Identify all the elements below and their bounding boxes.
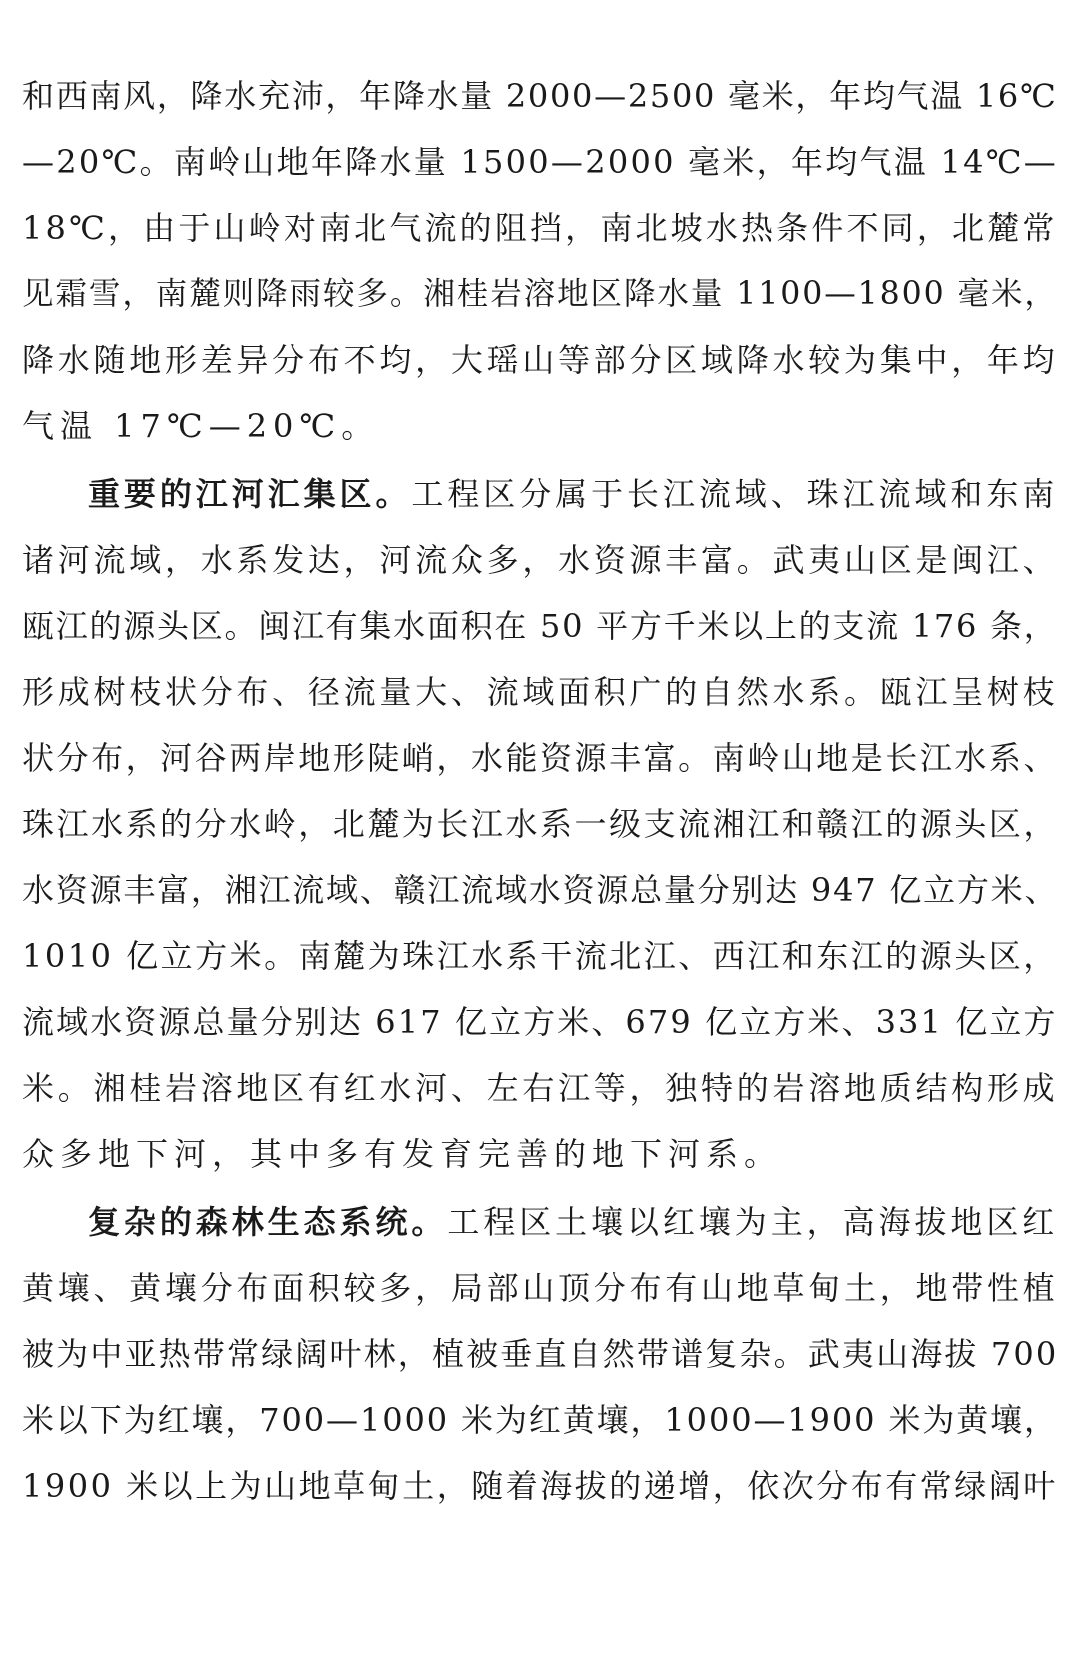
paragraph-3-first-line-text: 工程区土壤以红壤为主，高海拔地区红 — [447, 1203, 1059, 1241]
paragraph-2-line-7: 水资源丰富，湘江流域、赣江流域水资源总量分别达 947 亿立方米、 — [22, 871, 1059, 909]
paragraph-2-line-6: 珠江水系的分水岭，北麓为长江水系一级支流湘江和赣江的源头区， — [22, 805, 1059, 843]
paragraph-3-line-3: 被为中亚热带常绿阔叶林，植被垂直自然带谱复杂。武夷山海拔 700 — [22, 1335, 1059, 1373]
paragraph-2-line-10: 米。湘桂岩溶地区有红水河、左右江等，独特的岩溶地质结构形成 — [22, 1069, 1059, 1107]
paragraph-2-first-line — [88, 474, 1058, 514]
paragraph-3-heading: 复杂的森林生态系统。 — [88, 1203, 448, 1241]
paragraph-2-line-3: 瓯江的源头区。闽江有集水面积在 50 平方千米以上的支流 176 条， — [22, 607, 1058, 645]
paragraph-2-heading: 重要的江河汇集区。 — [88, 475, 412, 513]
paragraph-1-line-2: —20℃。南岭山地年降水量 1500—2000 毫米，年均气温 14℃— — [22, 143, 1059, 181]
paragraph-2-line-8: 1010 亿立方米。南麓为珠江水系干流北江、西江和东江的源头区， — [22, 937, 1058, 975]
paragraph-2-line-2: 诸河流域，水系发达，河流众多，水资源丰富。武夷山区是闽江、 — [22, 541, 1059, 579]
paragraph-1-line-5: 降水随地形差异分布不均，大瑶山等部分区域降水较为集中，年均 — [22, 341, 1059, 379]
paragraph-1-line-6: 气温 17℃—20℃。 — [22, 407, 380, 445]
paragraph-1-line-1: 和西南风，降水充沛，年降水量 2000—2500 毫米，年均气温 16℃ — [22, 77, 1058, 115]
paragraph-3-line-2: 黄壤、黄壤分布面积较多，局部山顶分布有山地草甸土，地带性植 — [22, 1269, 1059, 1307]
paragraph-2-line-5: 状分布，河谷两岸地形陡峭，水能资源丰富。南岭山地是长江水系、 — [22, 739, 1059, 777]
paragraph-3-line-4: 米以下为红壤，700—1000 米为红黄壤，1000—1900 米为黄壤， — [22, 1401, 1058, 1439]
paragraph-2-line-11: 众多地下河，其中多有发育完善的地下河系。 — [22, 1135, 783, 1173]
paragraph-2-first-line-text: 工程区分属于长江流域、珠江流域和东南 — [411, 475, 1059, 513]
paragraph-2-line-9: 流域水资源总量分别达 617 亿立方米、679 亿立方米、331 亿立方 — [22, 1003, 1058, 1041]
paragraph-3-line-5: 1900 米以上为山地草甸土，随着海拔的递增，依次分布有常绿阔叶 — [22, 1467, 1058, 1505]
paragraph-1-line-4: 见霜雪，南麓则降雨较多。湘桂岩溶地区降水量 1100—1800 毫米， — [22, 276, 1058, 312]
paragraph-2-line-4: 形成树枝状分布、径流量大、流域面积广的自然水系。瓯江呈树枝 — [22, 673, 1059, 711]
paragraph-1-line-3: 18℃，由于山岭对南北气流的阻挡，南北坡水热条件不同，北麓常 — [22, 209, 1058, 247]
paragraph-3-first-line — [88, 1202, 1058, 1242]
